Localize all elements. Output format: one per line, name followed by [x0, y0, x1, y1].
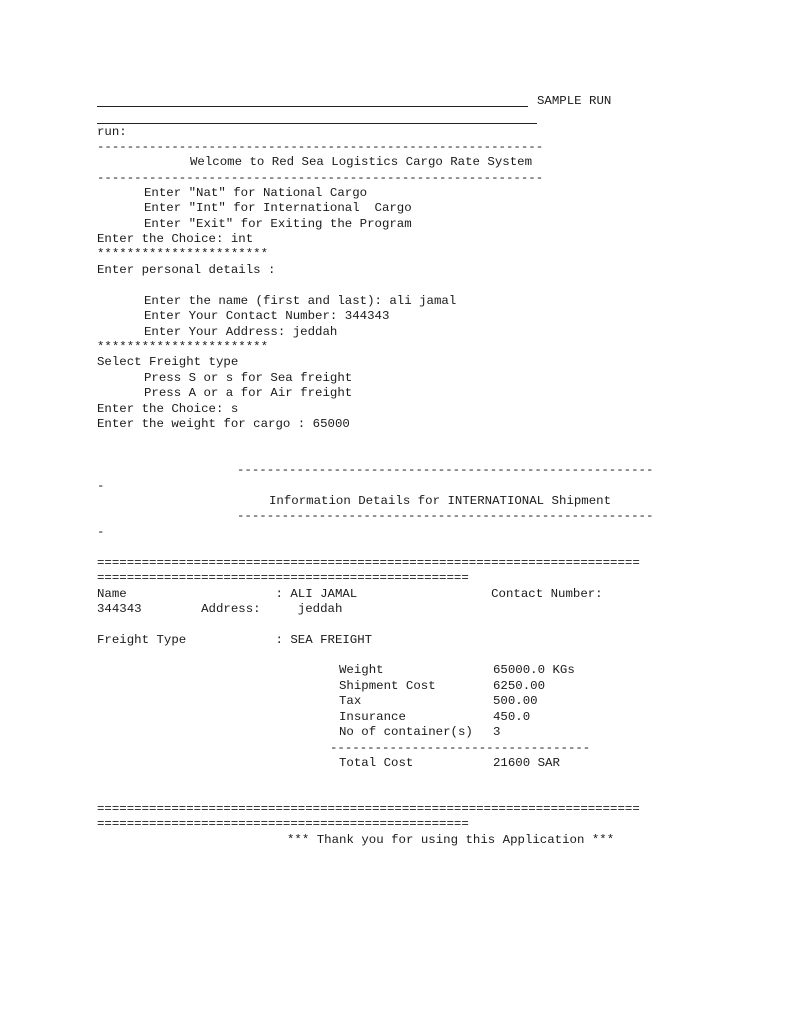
dash-line: ------------------------------------------------------------	[97, 140, 544, 154]
total-cost-value: 21600 SAR	[493, 756, 560, 770]
freight-choice: Enter the Choice: s	[97, 402, 239, 416]
weight-value: 65000.0 KGs	[493, 663, 575, 677]
equals-line: =========================================================================	[97, 556, 640, 570]
dash-line: --------------------------------------------------------	[237, 509, 654, 523]
freight-heading: Select Freight type	[97, 355, 239, 369]
containers-value: 3	[493, 725, 501, 739]
weight-prompt: Enter the weight for cargo : 65000	[97, 417, 350, 431]
thank-you-message: *** Thank you for using this Application ***	[287, 833, 615, 847]
run-label: run:	[97, 125, 127, 139]
insurance-value: 450.0	[493, 710, 531, 724]
weight-label: Weight	[339, 663, 384, 677]
personal-heading: Enter personal details :	[97, 263, 276, 277]
menu-option-nat: Enter "Nat" for National Cargo	[144, 186, 368, 200]
name-prompt: Enter the name (first and last): ali jamal	[144, 294, 457, 308]
shipment-cost-label: Shipment Cost	[339, 679, 436, 693]
insurance-label: Insurance	[339, 710, 406, 724]
freight-type-line: Freight Type : SEA FREIGHT	[97, 633, 373, 647]
shipment-cost-value: 6250.00	[493, 679, 546, 693]
address-line: 344343 Address: jeddah	[97, 602, 343, 616]
contact-prompt: Enter Your Contact Number: 344343	[144, 309, 390, 323]
tax-label: Tax	[339, 694, 362, 708]
hyphen-wrap: -	[97, 479, 105, 493]
document-title: SAMPLE RUN	[537, 94, 612, 108]
star-separator: ***********************	[97, 340, 269, 354]
freight-option-air: Press A or a for Air freight	[144, 386, 353, 400]
equals-line: ==================================================	[97, 817, 469, 831]
tax-value: 500.00	[493, 694, 538, 708]
address-prompt: Enter Your Address: jeddah	[144, 325, 338, 339]
hyphen-wrap: -	[97, 525, 105, 539]
dash-line: ------------------------------------------------------------	[97, 171, 544, 185]
equals-line: =========================================================================	[97, 802, 640, 816]
header-rule	[97, 123, 537, 124]
dash-line: -----------------------------------	[330, 741, 591, 755]
title-underline	[97, 106, 528, 107]
containers-label: No of container(s)	[339, 725, 473, 739]
total-cost-label: Total Cost	[339, 756, 414, 770]
menu-option-int: Enter "Int" for International Cargo	[144, 201, 412, 215]
welcome-banner: Welcome to Red Sea Logistics Cargo Rate System	[190, 155, 533, 169]
star-separator: ***********************	[97, 247, 269, 261]
equals-line: ==================================================	[97, 571, 469, 585]
name-contact-line: Name : ALI JAMAL Contact Number:	[97, 587, 603, 601]
menu-option-exit: Enter "Exit" for Exiting the Program	[144, 217, 412, 231]
menu-choice: Enter the Choice: int	[97, 232, 254, 246]
info-title: Information Details for INTERNATIONAL Shipment	[269, 494, 612, 508]
dash-line: --------------------------------------------------------	[237, 463, 654, 477]
freight-option-sea: Press S or s for Sea freight	[144, 371, 353, 385]
